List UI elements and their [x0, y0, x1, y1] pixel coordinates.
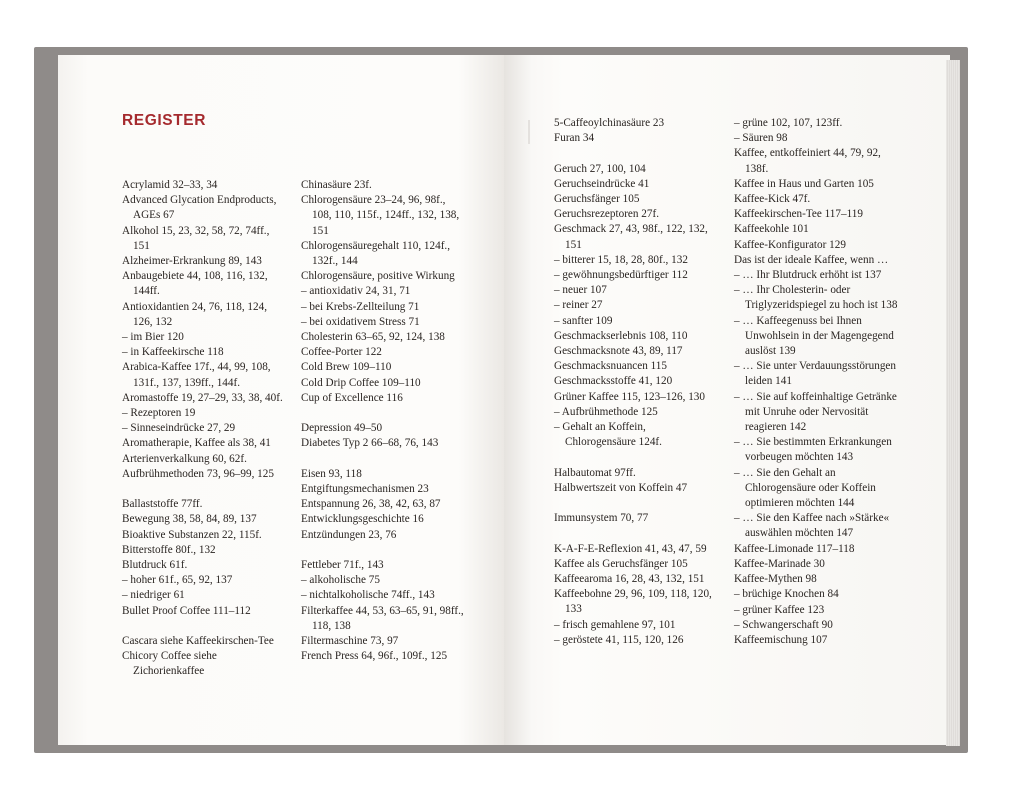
- index-gap: [301, 543, 466, 558]
- index-entry: Geruchsrezeptoren 27f.: [554, 208, 659, 221]
- index-entry: Furan 34: [554, 132, 595, 145]
- index-entry: Das ist der ideale Kaffee, wenn …: [734, 253, 889, 266]
- index-entry: Blutdruck 61f.: [122, 559, 188, 572]
- index-entry: Arterienverkalkung 60, 62f.: [122, 452, 247, 465]
- index-entry: Antioxidantien 24, 76, 118, 124, 126, 132: [122, 300, 268, 328]
- index-entry: – bitterer 15, 18, 28, 80f., 132: [554, 253, 688, 266]
- index-entry: – Schwangerschaft 90: [734, 618, 833, 631]
- index-entry: – … Ihr Blutdruck erhöht ist 137: [734, 269, 882, 282]
- index-entry: Ballaststoffe 77ff.: [122, 498, 203, 511]
- index-entry: – … Ihr Cholesterin- oder Triglyzeridspiegel zu hoch ist 138: [734, 284, 898, 312]
- index-gap: [122, 619, 287, 634]
- index-entry: Chlorogensäuregehalt 110, 124f., 132f., 144: [301, 239, 451, 268]
- index-entry: – alkoholische 75: [301, 574, 380, 587]
- index-entry: Aufbrühmethoden 73, 96–99, 125: [122, 467, 274, 480]
- index-entry: Cold Brew 109–110: [301, 361, 392, 374]
- index-entry: – … Sie auf koffeinhaltige Getränke mit Unruhe oder Nervosität reagieren 142: [734, 390, 897, 434]
- index-entry: 5-Caffeoylchinasäure 23: [554, 117, 665, 129]
- index-entry: Cascara siehe Kaffeekirschen-Tee: [122, 635, 274, 648]
- index-entry: Kaffeemischung 107: [734, 633, 828, 646]
- index-entry: Geschmacksstoffe 41, 120: [554, 375, 673, 388]
- index-entry: – gewöhnungsbedürftiger 112: [554, 269, 688, 282]
- index-entry: Coffee-Porter 122: [301, 346, 382, 359]
- index-entry: – Rezeptoren 19: [122, 407, 196, 420]
- index-entry: – Gehalt an Koffein, Chlorogensäure 124f.: [554, 421, 662, 449]
- index-entry: Kaffeebohne 29, 96, 109, 118, 120, 133: [554, 588, 712, 616]
- index-entry: – in Kaffeekirsche 118: [122, 346, 224, 359]
- index-entry: – brüchige Knochen 84: [734, 588, 839, 601]
- index-entry: Kaffeearoma 16, 28, 43, 132, 151: [554, 573, 705, 586]
- index-entry: Bullet Proof Coffee 111–112: [122, 604, 251, 617]
- index-entry: Filtermaschine 73, 97: [301, 635, 399, 648]
- index-entry: – grüner Kaffee 123: [734, 603, 825, 616]
- index-gap: [554, 450, 719, 465]
- index-entry: Kaffeekohle 101: [734, 223, 809, 236]
- index-gap: [301, 452, 466, 467]
- index-entry: – reiner 27: [554, 299, 603, 312]
- index-entry: – antioxidativ 24, 31, 71: [301, 285, 411, 298]
- index-entry: Geruch 27, 100, 104: [554, 162, 646, 175]
- index-entry: Immunsystem 70, 77: [554, 512, 649, 525]
- index-entry: Alzheimer-Erkrankung 89, 143: [122, 255, 262, 268]
- index-entry: Alkohol 15, 23, 32, 58, 72, 74ff., 151: [122, 224, 270, 252]
- index-entry: Entzündungen 23, 76: [301, 528, 397, 541]
- index-entry: Bioaktive Substanzen 22, 115f.: [122, 528, 262, 541]
- index-gap: [554, 146, 719, 161]
- index-entry: – … Sie bestimmten Erkrankungen vorbeugen möchten 143: [734, 436, 892, 464]
- index-entry: – grüne 102, 107, 123ff.: [734, 117, 843, 129]
- index-entry: – Säuren 98: [734, 132, 788, 145]
- index-entry: Fettleber 71f., 143: [301, 559, 384, 572]
- register-heading: REGISTER: [122, 112, 207, 129]
- index-entry: Kaffee, entkoffeiniert 44, 79, 92, 138f.: [734, 147, 881, 175]
- index-entry: – Sinneseindrücke 27, 29: [122, 422, 236, 435]
- index-entry: Kaffee-Kick 47f.: [734, 193, 811, 206]
- index-entry: Geschmackserlebnis 108, 110: [554, 329, 688, 342]
- index-entry: Kaffee-Marinade 30: [734, 557, 825, 570]
- index-entry: Cup of Excellence 116: [301, 391, 403, 404]
- index-entry: – geröstete 41, 115, 120, 126: [554, 633, 684, 646]
- index-entry: Advanced Glycation Endproducts, AGEs 67: [122, 194, 277, 222]
- index-entry: – neuer 107: [554, 284, 607, 297]
- page-edges: [946, 60, 960, 746]
- index-entry: – sanfter 109: [554, 314, 613, 327]
- index-entry: Entgiftungsmechanismen 23: [301, 483, 429, 496]
- index-entry: Depression 49–50: [301, 422, 383, 435]
- index-entry: French Press 64, 96f., 109f., 125: [301, 650, 448, 663]
- index-column-1: [122, 178, 287, 680]
- index-entry: – im Bier 120: [122, 331, 184, 344]
- index-entry: Cold Drip Coffee 109–110: [301, 376, 421, 389]
- index-entry: Arabica-Kaffee 17f., 44, 99, 108, 131f., 137, 139ff., 144f.: [122, 361, 271, 389]
- index-entry: Entwicklungsgeschichte 16: [301, 513, 424, 526]
- index-entry: – frisch gemahlene 97, 101: [554, 618, 676, 631]
- index-entry: Chlorogensäure, positive Wirkung: [301, 270, 455, 283]
- index-entry: – hoher 61f., 65, 92, 137: [122, 574, 233, 587]
- index-column-4: [734, 116, 899, 648]
- index-gap: [122, 482, 287, 497]
- index-entry: Filterkaffee 44, 53, 63–65, 91, 98ff., 118, 138: [301, 604, 464, 632]
- index-entry: Diabetes Typ 2 66–68, 76, 143: [301, 437, 439, 450]
- index-entry: Bewegung 38, 58, 84, 89, 137: [122, 513, 257, 526]
- index-entry: Geschmacksnuancen 115: [554, 360, 667, 373]
- index-entry: Kaffeekirschen-Tee 117–119: [734, 208, 863, 221]
- index-entry: Aromatherapie, Kaffee als 38, 41: [122, 437, 271, 450]
- index-entry: Chicory Coffee siehe Zichorienkaffee: [122, 650, 217, 678]
- index-entry: Eisen 93, 118: [301, 467, 362, 480]
- index-entry: Bitterstoffe 80f., 132: [122, 543, 216, 556]
- index-entry: Kaffee-Limonade 117–118: [734, 542, 855, 555]
- index-entry: K-A-F-E-Reflexion 41, 43, 47, 59: [554, 542, 707, 555]
- index-entry: – niedriger 61: [122, 589, 185, 602]
- index-gap: [554, 526, 719, 541]
- index-entry: Aromastoffe 19, 27–29, 33, 38, 40f.: [122, 391, 283, 404]
- index-gap: [554, 496, 719, 511]
- index-entry: Kaffee-Mythen 98: [734, 573, 817, 586]
- index-entry: – … Kaffeegenuss bei Ihnen Unwohlsein in der Magengegend auslöst 139: [734, 314, 894, 358]
- index-column-3: [554, 116, 719, 648]
- index-entry: – … Sie den Gehalt an Chlorogensäure oder Koffein optimieren möchten 144: [734, 466, 876, 510]
- index-entry: Halbautomat 97ff.: [554, 466, 636, 479]
- index-entry: Chinasäure 23f.: [301, 179, 372, 191]
- index-entry: Kaffee in Haus und Garten 105: [734, 177, 874, 190]
- index-entry: Kaffee als Geruchsfänger 105: [554, 557, 688, 570]
- index-entry: Anbaugebiete 44, 108, 116, 132, 144ff.: [122, 270, 268, 298]
- index-entry: Chlorogensäure 23–24, 96, 98f., 108, 110, 115f., 124ff., 132, 138, 151: [301, 194, 460, 237]
- index-entry: – … Sie unter Verdauungsstörungen leiden 141: [734, 360, 896, 388]
- gutter-mark: [528, 120, 530, 144]
- index-entry: Cholesterin 63–65, 92, 124, 138: [301, 331, 445, 344]
- index-entry: Entspannung 26, 38, 42, 63, 87: [301, 498, 441, 511]
- index-entry: – bei oxidativem Stress 71: [301, 315, 420, 328]
- index-entry: Geruchseindrücke 41: [554, 177, 650, 190]
- index-entry: Geschmacksnote 43, 89, 117: [554, 345, 683, 358]
- index-entry: Kaffee-Konfigurator 129: [734, 238, 846, 251]
- index-column-2: [301, 178, 466, 664]
- index-gap: [301, 406, 466, 421]
- index-entry: Geruchsfänger 105: [554, 193, 640, 205]
- index-entry: – … Sie den Kaffee nach »Stärke« auswählen möchten 147: [734, 512, 890, 540]
- index-entry: Geschmack 27, 43, 98f., 122, 132, 151: [554, 223, 708, 251]
- index-entry: Acrylamid 32–33, 34: [122, 179, 218, 191]
- index-entry: – bei Krebs-Zellteilung 71: [301, 300, 420, 313]
- index-entry: Grüner Kaffee 115, 123–126, 130: [554, 390, 705, 403]
- index-entry: – nichtalkoholische 74ff., 143: [301, 589, 435, 602]
- index-entry: – Aufbrühmethode 125: [554, 405, 658, 418]
- index-entry: Halbwertszeit von Koffein 47: [554, 481, 688, 494]
